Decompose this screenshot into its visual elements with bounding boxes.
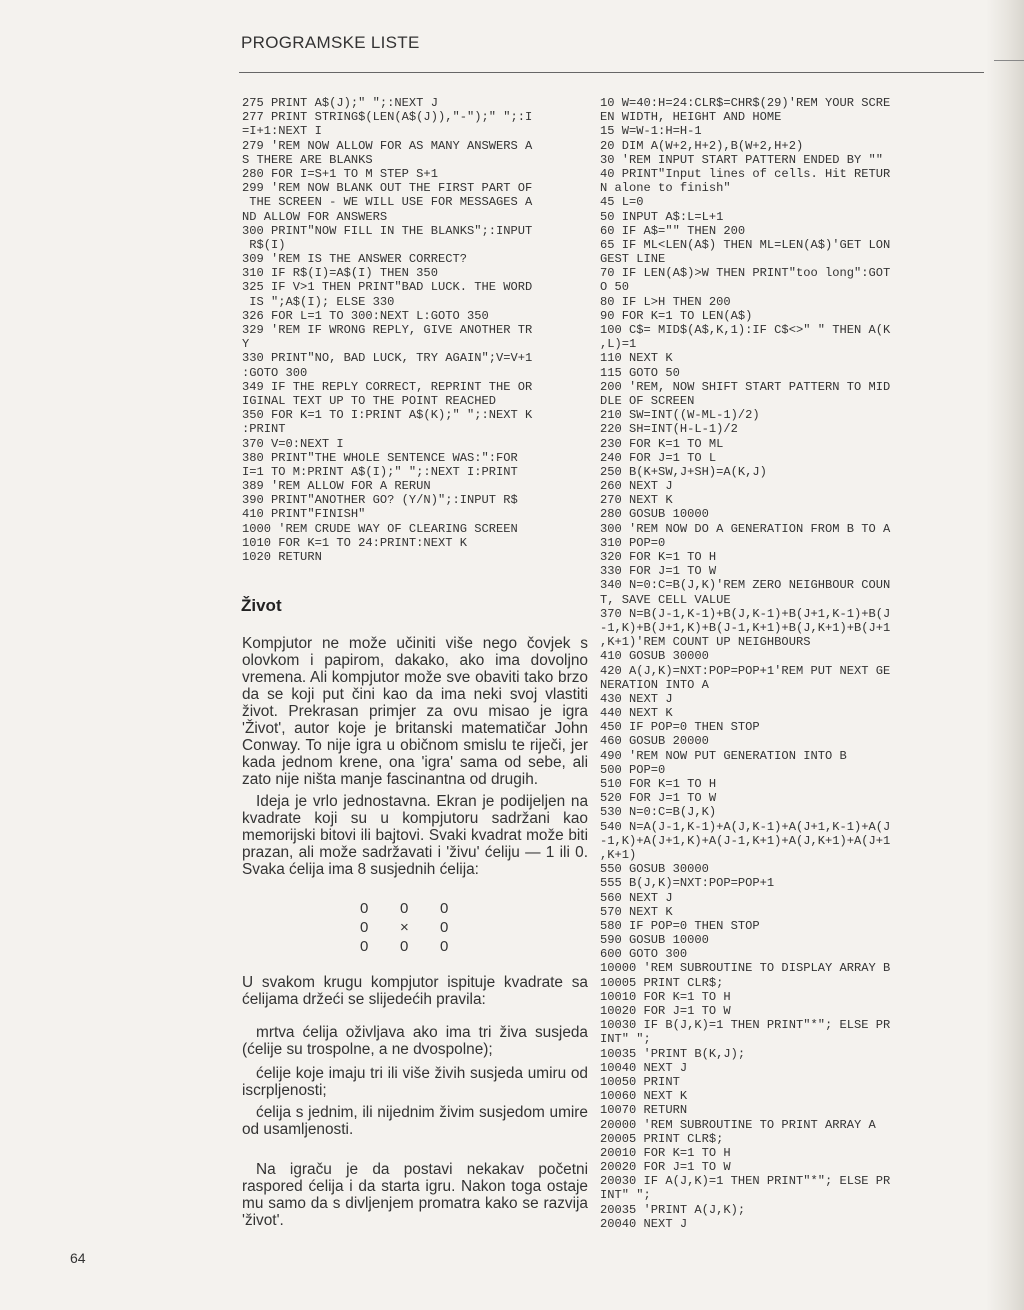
code-line: 590 GOSUB 10000 bbox=[600, 933, 709, 948]
code-line: Y bbox=[242, 337, 250, 352]
code-line: R$(I) bbox=[242, 237, 286, 252]
code-line: 600 GOTO 300 bbox=[600, 947, 688, 962]
neighbour-grid bbox=[360, 900, 480, 957]
body-paragraph: Kompjutor ne može učiniti više nego čovjek s olovkom i papirom, dakako, ako ima dovoljno vremena. Ali kompjutor može sve obaviti tako brzo da se koji put čini kao da ima neki svoj vlastiti život. Prekrasan primjer za ovu misao je igra 'Život', autor koje je britanski matematičar John Conway. To nije igra u običnom smislu te riječi, jer kada jednom krene, ona 'igra' sama od sebe, ali zato nije ništa manje fascinantna od drugih. bbox=[242, 635, 588, 788]
grid-cell: 0 bbox=[440, 938, 449, 955]
code-line: 550 GOSUB 30000 bbox=[600, 862, 709, 877]
code-line: 10035 'PRINT B(K,J); bbox=[600, 1046, 746, 1061]
grid-row bbox=[360, 900, 480, 919]
code-line: :PRINT bbox=[242, 422, 286, 437]
code-line: 540 N=A(J-1,K-1)+A(J,K-1)+A(J+1,K-1)+A(J bbox=[600, 819, 891, 834]
right-page-edge bbox=[986, 0, 1024, 1310]
code-line: 20010 FOR K=1 TO H bbox=[600, 1145, 731, 1160]
grid-cell-center: × bbox=[400, 919, 409, 936]
rule-paragraph: mrtva ćelija oživljava ako ima tri živa susjeda (ćelije su trospolne, a ne dvospolne); bbox=[242, 1024, 588, 1058]
code-line: -1,K)+A(J+1,K)+A(J-1,K+1)+A(J,K+1)+A(J+1 bbox=[600, 833, 891, 848]
code-line: 340 N=0:C=B(J,K)'REM ZERO NEIGHBOUR COUN bbox=[600, 578, 891, 593]
code-line: 530 N=0:C=B(J,K) bbox=[600, 805, 717, 820]
code-line: 115 GOTO 50 bbox=[600, 365, 680, 380]
code-line: 210 SW=INT((W-ML-1)/2) bbox=[600, 408, 760, 423]
code-line: 10 W=40:H=24:CLR$=CHR$(29)'REM YOUR SCRE bbox=[600, 96, 891, 110]
code-line: 20 DIM A(W+2,H+2),B(W+2,H+2) bbox=[600, 138, 804, 153]
code-line: 10000 'REM SUBROUTINE TO DISPLAY ARRAY B bbox=[600, 961, 891, 976]
code-line: 20030 IF A(J,K)=1 THEN PRINT"*"; ELSE PR bbox=[600, 1174, 891, 1189]
code-line: 329 'REM IF WRONG REPLY, GIVE ANOTHER TR bbox=[242, 323, 533, 337]
code-line: DLE OF SCREEN bbox=[600, 393, 695, 408]
code-line: 310 POP=0 bbox=[600, 535, 666, 550]
code-line: 260 NEXT J bbox=[600, 479, 673, 494]
code-line: 325 IF V>1 THEN PRINT"BAD LUCK. THE WORD bbox=[242, 280, 533, 295]
code-line: ,K+1)'REM COUNT UP NEIGHBOURS bbox=[600, 635, 811, 650]
code-line: I=1 TO M:PRINT A$(I);" ";:NEXT I:PRINT bbox=[242, 464, 518, 479]
code-line: -1,K)+B(J+1,K)+B(J-1,K+1)+B(J,K+1)+B(J+1 bbox=[600, 620, 891, 635]
code-line: 420 A(J,K)=NXT:POP=POP+1'REM PUT NEXT GE bbox=[600, 663, 891, 678]
code-line: 1020 RETURN bbox=[242, 550, 322, 564]
code-line: IGINAL TEXT UP TO THE POINT REACHED bbox=[242, 393, 497, 408]
code-line: 320 FOR K=1 TO H bbox=[600, 550, 717, 564]
page-number: 64 bbox=[70, 1250, 86, 1266]
code-line: 560 NEXT J bbox=[600, 890, 673, 905]
code-line: 270 NEXT K bbox=[600, 493, 673, 508]
code-line: 380 PRINT"THE WHOLE SENTENCE WAS:":FOR bbox=[242, 450, 518, 465]
code-line: IS ";A$(I); ELSE 330 bbox=[242, 294, 395, 309]
grid-cell: 0 bbox=[360, 919, 369, 936]
code-line: 100 C$= MID$(A$,K,1):IF C$<>" " THEN A(K bbox=[600, 323, 891, 337]
rule-paragraph: ćelija s jednim, ili nijednim živim susjedom umire od usamljenosti. bbox=[242, 1104, 588, 1138]
section-heading: Život bbox=[241, 596, 282, 615]
code-line: 45 L=0 bbox=[600, 195, 644, 210]
code-line: NERATION INTO A bbox=[600, 677, 709, 692]
code-line: S THERE ARE BLANKS bbox=[242, 152, 373, 167]
code-line: 330 PRINT"NO, BAD LUCK, TRY AGAIN";V=V+1 bbox=[242, 351, 533, 366]
code-line: 110 NEXT K bbox=[600, 351, 673, 366]
code-line: 309 'REM IS THE ANSWER CORRECT? bbox=[242, 252, 467, 267]
code-line: GEST LINE bbox=[600, 252, 666, 267]
code-line: ,K+1) bbox=[600, 847, 637, 862]
code-line: 1000 'REM CRUDE WAY OF CLEARING SCREEN bbox=[242, 521, 518, 536]
code-line: 510 FOR K=1 TO H bbox=[600, 777, 717, 791]
code-line: 80 IF L>H THEN 200 bbox=[600, 294, 731, 309]
code-line: 350 FOR K=1 TO I:PRINT A$(K);" ";:NEXT K bbox=[242, 408, 533, 423]
code-line: 20040 NEXT J bbox=[600, 1216, 688, 1231]
code-line: 580 IF POP=0 THEN STOP bbox=[600, 918, 760, 933]
code-line: O 50 bbox=[600, 280, 630, 295]
code-line: 300 PRINT"NOW FILL IN THE BLANKS";:INPUT bbox=[242, 223, 533, 238]
code-line: INT" "; bbox=[600, 1188, 651, 1203]
code-line: 40 PRINT"Input lines of cells. Hit RETUR bbox=[600, 166, 891, 181]
code-line: 310 IF R$(I)=A$(I) THEN 350 bbox=[242, 266, 438, 281]
code-line: 10040 NEXT J bbox=[600, 1060, 688, 1075]
code-line: 10030 IF B(J,K)=1 THEN PRINT"*"; ELSE PR bbox=[600, 1018, 891, 1033]
body-paragraph: Na igraču je da postavi nekakav početni raspored ćelija i da starta igru. Nakon toga ostaje mu samo da s divljenjem promatra kako se razvija 'život'. bbox=[242, 1161, 588, 1229]
code-line: =I+1:NEXT I bbox=[242, 124, 322, 139]
code-line: 90 FOR K=1 TO LEN(A$) bbox=[600, 308, 753, 323]
code-line: 20035 'PRINT A(J,K); bbox=[600, 1202, 746, 1217]
code-line: 240 FOR J=1 TO L bbox=[600, 450, 717, 465]
code-line: 460 GOSUB 20000 bbox=[600, 734, 709, 749]
code-line: 370 N=B(J-1,K-1)+B(J,K-1)+B(J+1,K-1)+B(J bbox=[600, 606, 891, 621]
code-line: 490 'REM NOW PUT GENERATION INTO B bbox=[600, 748, 847, 763]
code-line: 277 PRINT STRING$(LEN(A$(J)),"-");" ";:I bbox=[242, 110, 533, 125]
code-line: :GOTO 300 bbox=[242, 365, 308, 380]
code-line: 20020 FOR J=1 TO W bbox=[600, 1160, 731, 1175]
code-line: 70 IF LEN(A$)>W THEN PRINT"too long":GOT bbox=[600, 266, 891, 281]
code-line: 280 FOR I=S+1 TO M STEP S+1 bbox=[242, 166, 438, 181]
code-line: 250 B(K+SW,J+SH)=A(K,J) bbox=[600, 464, 767, 479]
code-line: 50 INPUT A$:L=L+1 bbox=[600, 209, 724, 224]
code-line: 10050 PRINT bbox=[600, 1074, 680, 1089]
code-line: 65 IF ML<LEN(A$) THEN ML=LEN(A$)'GET LON bbox=[600, 237, 891, 252]
code-line: 300 'REM NOW DO A GENERATION FROM B TO A bbox=[600, 521, 891, 536]
code-line: 10005 PRINT CLR$; bbox=[600, 975, 724, 990]
code-listing-left bbox=[242, 96, 590, 564]
grid-cell: 0 bbox=[440, 919, 449, 936]
grid-cell: 0 bbox=[360, 938, 369, 955]
grid-row bbox=[360, 919, 480, 938]
code-line: 15 W=W-1:H=H-1 bbox=[600, 124, 702, 139]
code-line: 389 'REM ALLOW FOR A RERUN bbox=[242, 479, 431, 494]
code-line: 520 FOR J=1 TO W bbox=[600, 791, 717, 806]
code-line: 330 FOR J=1 TO W bbox=[600, 564, 717, 579]
code-line: 275 PRINT A$(J);" ";:NEXT J bbox=[242, 96, 438, 110]
code-line: 440 NEXT K bbox=[600, 706, 673, 721]
code-line: 220 SH=INT(H-L-1)/2 bbox=[600, 422, 738, 437]
grid-cell: 0 bbox=[440, 900, 449, 917]
body-paragraph: U svakom krugu kompjutor ispituje kvadrate sa ćelijama držeći se slijedećih pravila: bbox=[242, 974, 588, 1008]
code-line: 349 IF THE REPLY CORRECT, REPRINT THE OR bbox=[242, 379, 533, 394]
code-line: 555 B(J,K)=NXT:POP=POP+1 bbox=[600, 876, 775, 891]
rule-paragraph: ćelije koje imaju tri ili više živih susjeda umiru od iscrpljenosti; bbox=[242, 1065, 588, 1099]
code-line: 10010 FOR K=1 TO H bbox=[600, 989, 731, 1004]
code-line: 10060 NEXT K bbox=[600, 1089, 688, 1104]
code-line: 299 'REM NOW BLANK OUT THE FIRST PART OF bbox=[242, 181, 533, 196]
code-line: 570 NEXT K bbox=[600, 904, 673, 919]
code-line: 390 PRINT"ANOTHER GO? (Y/N)";:INPUT R$ bbox=[242, 493, 518, 508]
code-line: 370 V=0:NEXT I bbox=[242, 436, 344, 451]
code-line: 20005 PRINT CLR$; bbox=[600, 1131, 724, 1146]
code-line: 410 PRINT"FINISH" bbox=[242, 507, 366, 522]
code-line: 10070 RETURN bbox=[600, 1103, 688, 1118]
code-line: 450 IF POP=0 THEN STOP bbox=[600, 720, 760, 735]
code-line: 60 IF A$="" THEN 200 bbox=[600, 223, 746, 238]
code-line: THE SCREEN - WE WILL USE FOR MESSAGES A bbox=[242, 195, 533, 210]
code-line: 500 POP=0 bbox=[600, 762, 666, 777]
code-line: EN WIDTH, HEIGHT AND HOME bbox=[600, 110, 782, 125]
code-line: ,L)=1 bbox=[600, 337, 637, 352]
code-line: 1010 FOR K=1 TO 24:PRINT:NEXT K bbox=[242, 535, 467, 550]
grid-cell: 0 bbox=[400, 900, 409, 917]
code-line: 200 'REM, NOW SHIFT START PATTERN TO MID bbox=[600, 379, 891, 394]
body-paragraph: Ideja je vrlo jednostavna. Ekran je podijeljen na kvadrate koji su u kompjutoru sadržani kao memorijski bitovi ili bajtovi. Svaki kvadrat može biti prazan, ali može sadržavati i 'živu' ćeliju — 1 ili 0. Svaka ćelija ima 8 susjednih ćelija: bbox=[242, 793, 588, 878]
code-line: 10020 FOR J=1 TO W bbox=[600, 1004, 731, 1018]
header-rule bbox=[239, 72, 984, 73]
running-head: PROGRAMSKE LISTE bbox=[241, 33, 420, 52]
code-line: 280 GOSUB 10000 bbox=[600, 507, 709, 522]
code-line: ND ALLOW FOR ANSWERS bbox=[242, 209, 388, 224]
code-line: INT" "; bbox=[600, 1032, 651, 1047]
code-line: 230 FOR K=1 TO ML bbox=[600, 436, 724, 451]
code-line: 20000 'REM SUBROUTINE TO PRINT ARRAY A bbox=[600, 1117, 876, 1132]
code-line: 430 NEXT J bbox=[600, 691, 673, 706]
edge-tick bbox=[994, 60, 1024, 61]
code-listing-right bbox=[600, 96, 950, 1231]
grid-row bbox=[360, 938, 480, 957]
code-line: N alone to finish" bbox=[600, 181, 731, 196]
code-line: 279 'REM NOW ALLOW FOR AS MANY ANSWERS A bbox=[242, 138, 533, 153]
grid-cell: 0 bbox=[360, 900, 369, 917]
code-line: T, SAVE CELL VALUE bbox=[600, 592, 731, 607]
code-line: 326 FOR L=1 TO 300:NEXT L:GOTO 350 bbox=[242, 308, 489, 323]
code-line: 410 GOSUB 30000 bbox=[600, 649, 709, 664]
grid-cell: 0 bbox=[400, 938, 409, 955]
code-line: 30 'REM INPUT START PATTERN ENDED BY "" bbox=[600, 152, 884, 167]
